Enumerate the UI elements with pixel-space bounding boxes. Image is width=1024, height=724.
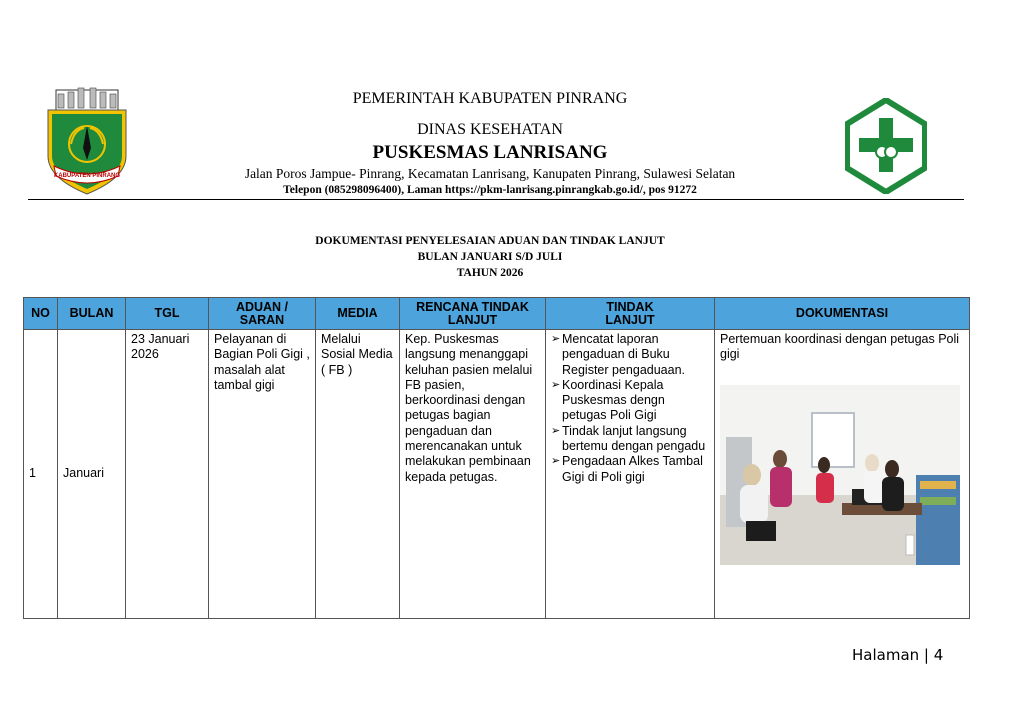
col-header-media: MEDIA	[316, 298, 400, 330]
list-item	[551, 332, 709, 378]
col-header-dokumentasi: DOKUMENTASI	[715, 298, 970, 330]
header-line-agency: DINAS KESEHATAN	[417, 121, 563, 138]
action-text: Koordinasi Kepala Puskesmas dengn petugas Poli Gigi	[562, 377, 665, 423]
list-item	[551, 424, 709, 455]
col-header-rencana-line2: LANJUT	[447, 312, 498, 327]
col-header-tgl: TGL	[126, 298, 209, 330]
table-row	[24, 330, 970, 619]
document-title: DOKUMENTASI PENYELESAIAN ADUAN DAN TINDAK LANJUT	[315, 235, 665, 247]
action-text: Tindak lanjut langsung bertemu dengan pengadu	[562, 423, 706, 454]
cell-media: Melalui Sosial Media ( FB )	[316, 330, 400, 619]
action-text: Pengadaan Alkes Tambal Gigi di Poli gigi	[562, 454, 703, 484]
cell-rencana: Kep. Puskesmas langsung menanggapi keluhan pasien melalui FB pasien, berkoordinasi dengan petugas bagian pengaduan dan merencanakan untuk melakukan pembinaan kepada petugas.	[400, 330, 546, 619]
header-address: Jalan Poros Jampue- Pinrang, Kecamatan Lanrisang, Kanupaten Pinrang, Sulawesi Selatan	[244, 166, 736, 181]
col-header-tindak-line1: TINDAK	[606, 299, 654, 314]
arrow-bullet-icon: ➢	[551, 378, 561, 391]
complaint-table	[23, 297, 970, 619]
header-line-government: PEMERINTAH KABUPATEN PINRANG	[352, 90, 628, 107]
document-year: TAHUN 2026	[456, 267, 524, 279]
meeting-photo	[720, 385, 960, 565]
puskesmas-logo	[845, 98, 927, 194]
col-header-rencana-line1: RENCANA TINDAK	[416, 299, 529, 314]
col-header-aduan-line2: SARAN	[239, 312, 285, 327]
col-header-rencana	[400, 298, 546, 330]
action-text: Mencatat laporan pengaduan di Buku Register pengaduaan.	[562, 332, 686, 377]
cell-dokumentasi	[715, 330, 970, 619]
cell-tgl: 23 Januari 2026	[126, 330, 209, 619]
col-header-aduan-line1: ADUAN /	[235, 299, 289, 314]
col-header-bulan: BULAN	[58, 298, 126, 330]
header-line-puskesmas: PUSKESMAS LANRISANG	[372, 142, 608, 163]
cell-no: 1	[24, 330, 58, 619]
cell-bulan: Januari	[58, 330, 126, 619]
table-header-row	[24, 298, 970, 330]
action-list	[551, 332, 709, 485]
list-item	[551, 378, 709, 424]
arrow-bullet-icon: ➢	[551, 424, 561, 437]
page-number: Halaman | 4	[852, 646, 944, 664]
logo-ribbon-text: KABUPATEN PINRANG	[53, 173, 121, 179]
documentation-caption: Pertemuan koordinasi dengan petugas Poli gigi	[720, 332, 960, 362]
cell-aduan: Pelayanan di Bagian Poli Gigi , masalah alat tambal gigi	[209, 330, 316, 619]
col-header-aduan	[209, 298, 316, 330]
header-contact: Telepon (085298096400), Laman https://pkm-lanrisang.pinrangkab.go.id/, pos 91272	[283, 184, 697, 196]
col-header-tindak-line2: LANJUT	[605, 312, 655, 327]
kabupaten-pinrang-logo	[44, 86, 130, 198]
document-period: BULAN JANUARI S/D JULI	[417, 251, 563, 263]
header-divider	[28, 199, 964, 200]
cell-tindak	[546, 330, 715, 619]
col-header-tindak	[546, 298, 715, 330]
arrow-bullet-icon: ➢	[551, 455, 561, 468]
arrow-bullet-icon: ➢	[551, 333, 561, 345]
list-item	[551, 454, 709, 485]
col-header-no: NO	[24, 298, 58, 330]
